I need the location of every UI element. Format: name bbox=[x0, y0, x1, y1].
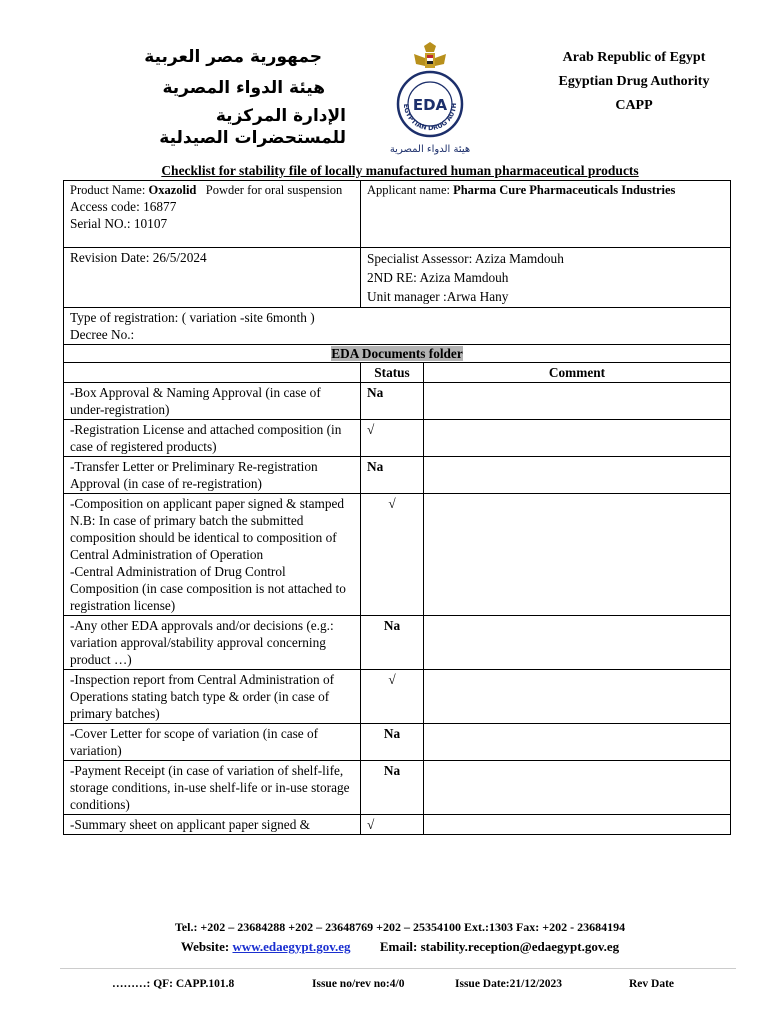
status-cell: √ bbox=[361, 420, 424, 457]
checklist-item: -Summary sheet on applicant paper signed & bbox=[64, 815, 361, 835]
product-cell: Product Name: Oxazolid Powder for oral suspension Access code: 16877 Serial NO.: 10107 bbox=[64, 181, 361, 248]
arabic-header-line3: الإدارة المركزية bbox=[215, 106, 346, 126]
status-cell: Na bbox=[361, 761, 424, 815]
applicant-cell: Applicant name: Pharma Cure Pharmaceuticals Industries bbox=[361, 181, 731, 248]
document-title: Checklist for stability file of locally manufactured human pharmaceutical products bbox=[161, 163, 639, 178]
svg-text:EGYPTIAN DRUG AUTHORITY: EGYPTIAN DRUG AUTH bbox=[401, 102, 459, 133]
info-row-product bbox=[64, 181, 731, 248]
english-header-line1: Arab Republic of Egypt bbox=[562, 50, 706, 65]
status-cell: Na bbox=[361, 616, 424, 670]
registration-type: Type of registration: ( variation -site 6month ) bbox=[70, 310, 315, 325]
specialist-assessor: Specialist Assessor: Aziza Mamdouh bbox=[367, 251, 564, 266]
comment-header: Comment bbox=[424, 363, 731, 383]
checklist-item: -Box Approval & Naming Approval (in case of under-registration) bbox=[64, 383, 361, 420]
checklist-item: -Transfer Letter or Preliminary Re-registration Approval (in case of re-registration) bbox=[64, 457, 361, 494]
footer-web: Website: www.edaegypt.gov.eg Email: stability.reception@edaegypt.gov.eg bbox=[180, 939, 620, 954]
issue-number: Issue no/rev no:4/0 bbox=[312, 978, 405, 990]
status-cell: √ bbox=[361, 670, 424, 724]
comment-cell bbox=[424, 670, 731, 724]
info-row-revision bbox=[64, 248, 731, 308]
comment-cell bbox=[424, 616, 731, 670]
footer-divider bbox=[60, 968, 736, 969]
arabic-header-line4: للمستحضرات الصيدلية bbox=[159, 128, 346, 148]
svg-text:هيئة الدواء المصرية: هيئة الدواء المصرية bbox=[389, 144, 471, 155]
checklist-row bbox=[64, 670, 731, 724]
checklist-row bbox=[64, 457, 731, 494]
assessor-cell bbox=[361, 248, 731, 308]
checklist-table bbox=[63, 180, 731, 835]
status-cell: √ bbox=[361, 494, 424, 616]
access-code: Access code: 16877 bbox=[70, 199, 177, 214]
svg-text:EDA: EDA bbox=[412, 96, 448, 114]
checklist-item: -Cover Letter for scope of variation (in case of variation) bbox=[64, 724, 361, 761]
status-cell: Na bbox=[361, 724, 424, 761]
checklist-item: -Composition on applicant paper signed & stamped N.B: In case of primary batch the submitted composition should be identical to composition of Central Administration of Operation -Central Administration of Drug Control Composition (in case composition is not attached to registration license) bbox=[64, 494, 361, 616]
section-title: EDA Documents folder bbox=[331, 346, 463, 361]
checklist-row bbox=[64, 420, 731, 457]
arabic-header-line2: هيئة الدواء المصرية bbox=[162, 78, 325, 98]
comment-cell bbox=[424, 383, 731, 420]
comment-cell bbox=[424, 420, 731, 457]
revision-date: Revision Date: 26/5/2024 bbox=[64, 248, 361, 308]
checklist-row bbox=[64, 724, 731, 761]
checklist-row bbox=[64, 494, 731, 616]
checklist-row bbox=[64, 761, 731, 815]
checklist-item: -Any other EDA approvals and/or decisions (e.g.: variation approval/stability approval concerning product …) bbox=[64, 616, 361, 670]
eagle-emblem-icon bbox=[414, 42, 446, 68]
checklist-row bbox=[64, 383, 731, 420]
comment-cell bbox=[424, 724, 731, 761]
checklist-row bbox=[64, 616, 731, 670]
checklist-item: -Registration License and attached composition (in case of registered products) bbox=[64, 420, 361, 457]
status-header: Status bbox=[361, 363, 424, 383]
arabic-header-line1: جمهورية مصر العربية bbox=[144, 47, 322, 67]
english-header bbox=[534, 46, 734, 118]
comment-cell bbox=[424, 815, 731, 835]
status-cell: Na bbox=[361, 457, 424, 494]
checklist-item: -Inspection report from Central Administration of Operations stating batch type & order (in case of primary batches) bbox=[64, 670, 361, 724]
website-link[interactable]: www.edaegypt.gov.eg bbox=[232, 939, 351, 954]
eda-logo bbox=[384, 42, 476, 160]
email-address: Email: stability.reception@edaegypt.gov.eg bbox=[379, 939, 620, 954]
issue-date: Issue Date:21/12/2023 bbox=[455, 978, 563, 990]
rev-date: Rev Date bbox=[629, 978, 675, 990]
status-cell: √ bbox=[361, 815, 424, 835]
comment-cell bbox=[424, 761, 731, 815]
footer-contact: Tel.: +202 – 23684288 +202 – 23648769 +202 – 25354100 Ext.:1303 Fax: +202 - 23684194 bbox=[174, 920, 626, 934]
unit-manager: Unit manager :Arwa Hany bbox=[367, 289, 509, 304]
checklist-row bbox=[64, 815, 731, 835]
status-cell: Na bbox=[361, 383, 424, 420]
second-reviewer: 2ND RE: Aziza Mamdouh bbox=[367, 270, 509, 285]
decree-no: Decree No.: bbox=[70, 327, 135, 342]
column-header-row bbox=[64, 363, 731, 383]
product-form: Powder for oral suspension bbox=[205, 183, 343, 197]
checklist-item: -Payment Receipt (in case of variation of shelf-life, storage conditions, in-use shelf-life or in-use storage conditions) bbox=[64, 761, 361, 815]
form-code: ………: QF: CAPP.101.8 bbox=[112, 978, 235, 990]
section-title-row bbox=[64, 345, 731, 363]
info-row-registration bbox=[64, 308, 731, 345]
serial-no: Serial NO.: 10107 bbox=[70, 216, 168, 231]
comment-cell bbox=[424, 494, 731, 616]
english-header-line3: CAPP bbox=[615, 98, 653, 113]
comment-cell bbox=[424, 457, 731, 494]
applicant-name: Pharma Cure Pharmaceuticals Industries bbox=[453, 183, 676, 197]
product-name: Oxazolid bbox=[148, 183, 197, 197]
english-header-line2: Egyptian Drug Authority bbox=[558, 74, 710, 89]
